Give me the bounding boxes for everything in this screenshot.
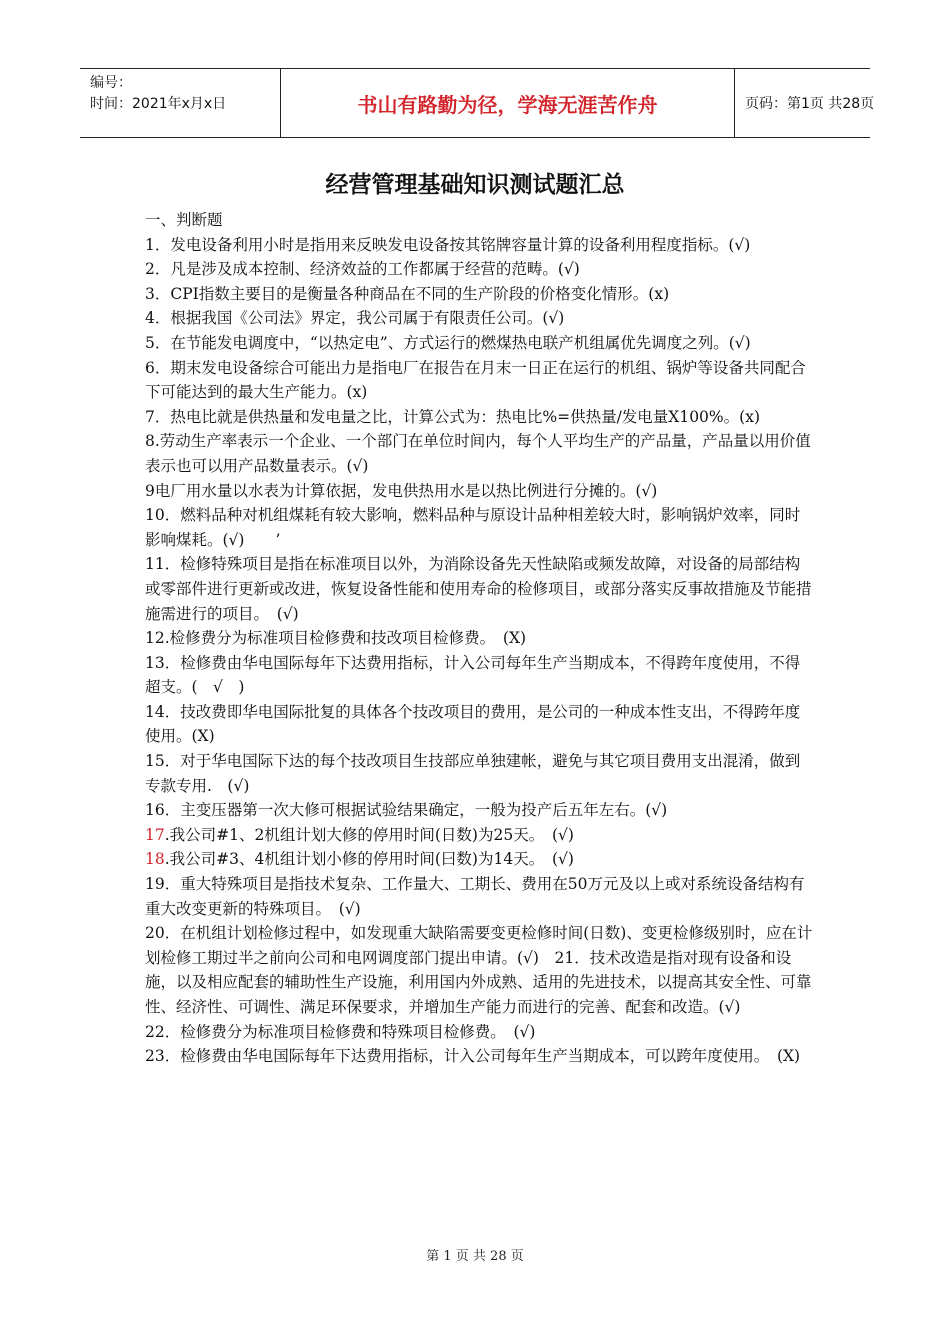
question-number-red: 18: [145, 850, 165, 869]
question-item: 14．技改费即华电国际批复的具体各个技改项目的费用，是公司的一种成本性支出，不得跨年度使用。(X): [145, 702, 801, 746]
question-item: 7．热电比就是供热量和发电量之比，计算公式为：热电比%=供热量/发电量X100%。(x): [145, 407, 760, 426]
page-header: [80, 68, 875, 138]
question-item: 15．对于华电国际下达的每个技改项目生技部应单独建帐，避免与其它项目费用支出混淆，做到专款专用. (√): [145, 752, 801, 795]
question-item: 8.劳动生产率表示一个企业、一个部门在单位时间内，每个人平均生产的产品量，产品量以用价值表示也可以用产品数量表示。(√): [145, 432, 811, 475]
question-item: 18.我公司#3、4机组计划小修的停用时间(曰数)为14天。 (√): [145, 850, 574, 869]
time-label: 时间：2021年x月x日: [90, 96, 227, 112]
page-footer: 第 1 页 共 28 页: [426, 1249, 524, 1264]
question-item: 6．期末发电设备综合可能出力是指电厂在报告在月末一日正在运行的机组、锅炉等设备共同配合下可能达到的最大生产能力。(x): [145, 358, 806, 402]
question-item: 17.我公司#1、2机组计划大修的停用时间(日数)为25天。 (√): [145, 825, 574, 844]
question-item: 11．检修特殊项目是指在标准项目以外，为消除设备先天性缺陷或频发故障，对设备的局部结构或零部件进行更新或改进，恢复设备性能和使用寿命的检修项目，或部分落实反事故措施及节能措施需进行的项目。 (√): [145, 555, 812, 623]
question-item: 2．凡是涉及成本控制、经济效益的工作都属于经营的范畴。(√): [145, 260, 580, 279]
question-item: 3．CPI指数主要目的是衡量各种商品在不同的生产阶段的价格变化情形。(x): [145, 284, 670, 303]
question-item: 4．根据我国《公司法》界定，我公司属于有限责任公司。(√): [145, 309, 565, 328]
number-label: 编号：: [90, 75, 132, 91]
question-item: 19．重大特殊项目是指技术复杂、工作量大、工期长、费用在50万元及以上或对系统设备结构有重大改变更新的特殊项目。 (√): [145, 875, 805, 918]
question-item: 10．燃料品种对机组煤耗有较大影响，燃料品种与原设计品种相差较大时，影响锅炉效率，同时影响煤耗。(√) ’: [145, 506, 801, 549]
document-title: 经营管理基础知识测试题汇总: [325, 172, 625, 198]
question-item: 23．检修费由华电国际每年下达费用指标，计入公司每年生产当期成本，可以跨年度使用。 (X): [145, 1047, 801, 1066]
question-item: 16．主变压器第一次大修可根据试验结果确定，一般为投产后五年左右。(√): [145, 801, 668, 820]
document-body: [145, 208, 815, 1069]
question-item: 9电厂用水量以水表为计算依据，发电供热用水是以热比例进行分摊的。(√): [145, 481, 658, 500]
section-heading: 一、判断题: [145, 211, 223, 229]
question-item: 12.检修费分为标准项目检修费和技改项目检修费。 (X): [145, 629, 527, 648]
question-number-red: 17: [145, 825, 165, 844]
question-item: 22．检修费分为标准项目检修费和特殊项目检修费。 (√): [145, 1022, 536, 1041]
question-item: 1．发电设备利用小时是指用来反映发电设备按其铭牌容量计算的设备利用程度指标。(√): [145, 235, 751, 254]
header-page-info: 页码：第1页 共28页: [745, 96, 875, 112]
question-item: 5．在节能发电调度中，“以热定电”、方式运行的燃煤热电联产机组属优先调度之列。(√): [145, 333, 751, 352]
header-motto: 书山有路勤为径，学海无涯苦作舟: [280, 69, 735, 137]
question-item: 20．在机组计划检修过程中，如发现重大缺陷需要变更检修时间(日数)、变更检修级别时，应在计划检修工期过半之前向公司和电网调度部门提出申请。(√) 21．技术改造是指对现有设备和设施，以及相应配套的辅助性生产设施，利用国内外成熟、适用的先进技术，以提高其安全性、可靠性、经济性、可调性、满足环保要求，并增加生产能力而进行的完善、配套和改造。(√): [145, 924, 813, 1016]
question-item: 13．检修费由华电国际每年下达费用指标，计入公司每年生产当期成本，不得跨年度使用，不得超支。( √ ): [145, 653, 801, 697]
header-meta: [80, 69, 280, 137]
